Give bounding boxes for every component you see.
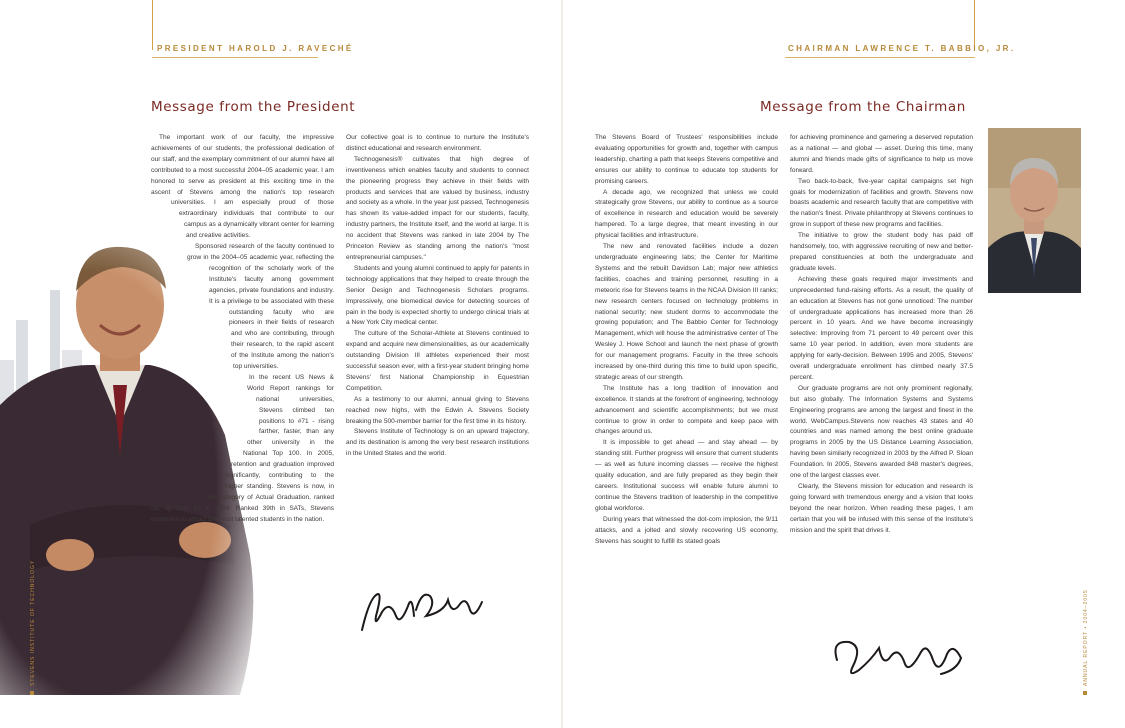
running-head-president: PRESIDENT HAROLD J. RAVECHÉ xyxy=(157,44,354,53)
top-rule-right xyxy=(974,0,975,50)
president-col2-paragraph: Our collective goal is to continue to nurture the Institute's distinct educational and research environment. xyxy=(346,134,529,152)
chairman-col2-paragraph: Clearly, the Stevens mission for education and research is going forward with tremendous energy and a vision that looks beyond the near horizon. When reading these pages, I am certain that you will be infused with this sense of the Institute's mission and the spirit that drives it. xyxy=(790,483,973,534)
vertical-footer-right: ANNUAL REPORT • 2004–2005 xyxy=(1083,589,1089,686)
president-col1-paragraph: In the recent US News & World Report rankings for national universities, Stevens climbed ten positions to #71 - rising farther, faster, than any other university in the National Top 100. In 2005, retention and graduation improved significantly, contributing to the higher standing. Stevens is now, in the category of Actual Graduation, ranked 58, up from 83 in 2004. Ranked 39th in SATs, Stevens continues to attract the most talented students in the nation. xyxy=(151,373,334,523)
chairman-col1-paragraph: It is impossible to get ahead — and stay ahead — by standing still. Further progress will ensure that current students — as well as future incoming classes — receive the highest quality education, and are fully prepared as they begin their careers. Institutional success will enable future alumni to continue the Stevens tradition of leadership in the competitive global workforce. xyxy=(595,439,778,512)
chairman-page xyxy=(563,0,1125,728)
president-col1-paragraph: Sponsored research of the faculty continued to grow in the 2004–05 academic year, reflecting the recognition of the scholarly work of the Institute's faculty among government agencies, private foundations and industry. It is a privilege to be associated with these outstanding faculty who are pioneers in their fields of research and who are contributing, through their research, to the rapid ascent of the Institute among the nation's top universities. xyxy=(187,243,334,371)
chairman-col1-paragraph: The Stevens Board of Trustees' responsibilities include evaluating opportunities for growth and, together with campus leadership, charting a path that keeps Stevens competitive and ensures our ability to continue to educate top students for promising careers. xyxy=(595,134,778,185)
president-page xyxy=(0,0,562,728)
chairman-heading: Message from the Chairman xyxy=(760,99,966,115)
chairman-text-column-2 xyxy=(790,133,973,537)
chairman-col1-paragraph: During years that witnessed the dot-com implosion, the 9/11 attacks, and a jolted and slowly recovering US economy, Stevens has sought to fulfill its stated goals xyxy=(595,515,778,545)
president-signature xyxy=(356,586,486,638)
chairman-col1-paragraph: A decade ago, we recognized that unless we could strategically grow Stevens, our ability to continue as a source of excellence in research and education would be severely hampered. To a large degree, that meant investing in our physical facilities and infrastructure. xyxy=(595,188,778,240)
running-head-underline-right xyxy=(785,57,975,58)
chairman-signature xyxy=(829,630,969,685)
president-text-column-1 xyxy=(151,133,334,526)
president-col2-paragraph: As a testimony to our alumni, annual giving to Stevens reached new highs, with the Edwin A. Stevens Society breaking the 500-member barrier for the first time in its history. xyxy=(346,395,529,425)
president-col2-paragraph: Students and young alumni continued to apply for patents in technology applications that they helped to create through the Senior Design and Technogenesis Scholars programs. Impressively, one biomedical device for detecting sources of pain in the body is expected shortly to undergo clinical trials at a New York City medical center. xyxy=(346,264,529,327)
chairman-col1-paragraph: The new and renovated facilities include a dozen undergraduate engineering labs; the Center for Maritime Systems and the rebuilt Davidson Lab; major new athletics facilities, coaches and training personnel, resulting in a meteoric rise for Stevens teams in the NCAA Division III ranks; new research centers focused on technology problems in national security; new student dorms to accommodate the growing population; and The Babbio Center for Technology Management, which will house the administrative center of The Wesley J. Howe School and launch the next phase of growth for our management programs. Faculty in the three schools increased by one-third during this time to build upon specific, strategic areas of our strength. xyxy=(595,243,778,381)
vertical-footer-left: STEVENS INSTITUTE OF TECHNOLOGY xyxy=(30,559,36,686)
chairman-col2-paragraph: Our graduate programs are not only prominent regionally, but also globally. The Information Systems and Systems Engineering programs are among the largest and finest in the world. WebCampus.Stevens now reaches 43 states and 40 countries and was named among the best online graduate programs in 2005 by the US Distance Learning Association, having been similarly recognized in 2003 by the Alfred P. Sloan Foundation. In 2005, Stevens awarded 848 master's degrees, one of the largest classes ever. xyxy=(790,384,973,480)
president-text-column-2 xyxy=(346,133,529,460)
chairman-col2-paragraph: The initiative to grow the student body has paid off handsomely, too, with aggressive recruiting of new and better-prepared constituencies at both the undergraduate and graduate levels. xyxy=(790,232,973,272)
top-rule-left xyxy=(152,0,153,50)
president-col2-paragraph: Technogenesis® cultivates that high degree of inventiveness which enables faculty and students to connect the pioneering progress they achieve in their fields with products and services that are valued by business, industry and society as a whole. In the year just passed, Technogenesis has shown its value-added impact for our students, faculty, industry partners, the Institute itself, and the world at large. It is no accident that Stevens was ranked in late 2004 by The Princeton Review as standing among the nation's "most entrepreneurial campuses." xyxy=(346,155,529,261)
president-col2-paragraph: Stevens Institute of Technology is on an upward trajectory, and its destination is among the very best research institutions in the United States and the world. xyxy=(346,428,529,458)
president-heading: Message from the President xyxy=(151,99,356,115)
chairman-text-column-1 xyxy=(595,133,778,547)
running-head-chairman: CHAIRMAN LAWRENCE T. BABBIO, JR. xyxy=(788,44,1016,53)
page-marker-left xyxy=(30,691,34,695)
chairman-portrait xyxy=(988,128,1081,293)
chairman-col1-paragraph: The Institute has a long tradition of innovation and excellence. It stands at the forefront of engineering, technology advancement and scientific accomplishments; but we must continue to grow in order to compete and keep pace with changes around us. xyxy=(595,384,778,436)
page-marker-right xyxy=(1083,691,1087,695)
president-col1-paragraph: The important work of our faculty, the impressive achievements of our students, the professional dedication of our staff, and the exemplary commitment of our alumni have all contributed to a most successful 2004–05 academic year. I am honored to serve as president at this exciting time in the ascent of Stevens among the nation's top research universities. I am especially proud of those extraordinary individuals that contribute to our campus as a dynamically vibrant center for learning and creative activities. xyxy=(151,134,334,240)
chairman-col2-paragraph: Two back-to-back, five-year capital campaigns set high goals for modernization of facilities and growth. Stevens now boasts academic and research faculty that are competitive with the nation's finest. Private philanthropy at Stevens continues to grow in support of these new programs and facilities. xyxy=(790,177,973,229)
chairman-col2-paragraph: for achieving prominence and garnering a deserved reputation as a national — and global — asset. During this time, many alumni and friends made gifts of significance to help us move forward. xyxy=(790,134,973,174)
running-head-underline xyxy=(152,57,318,58)
president-col2-paragraph: The culture of the Scholar-Athlete at Stevens continued to expand and acquire new dimensionalities, as our academically outstanding Division III athletes experienced their most successful season ever, with a first-year student bringing home Stevens' first National Championship in Equestrian Competition. xyxy=(346,330,529,392)
chairman-col2-paragraph: Achieving these goals required major investments and unprecedented fund-raising efforts. As a result, the quality of an education at Stevens has not gone unnoticed: The number of undergraduate applications has increased more than 26 percent in 10 years. And we have become increasingly selective: Improving from 71 percent to 49 percent over this same 10 year period. In addition, even more students are applying for early-decision. Between 1995 and 2005, Stevens' overall undergraduate enrollment has climbed nearly 37.5 percent. xyxy=(790,275,973,381)
